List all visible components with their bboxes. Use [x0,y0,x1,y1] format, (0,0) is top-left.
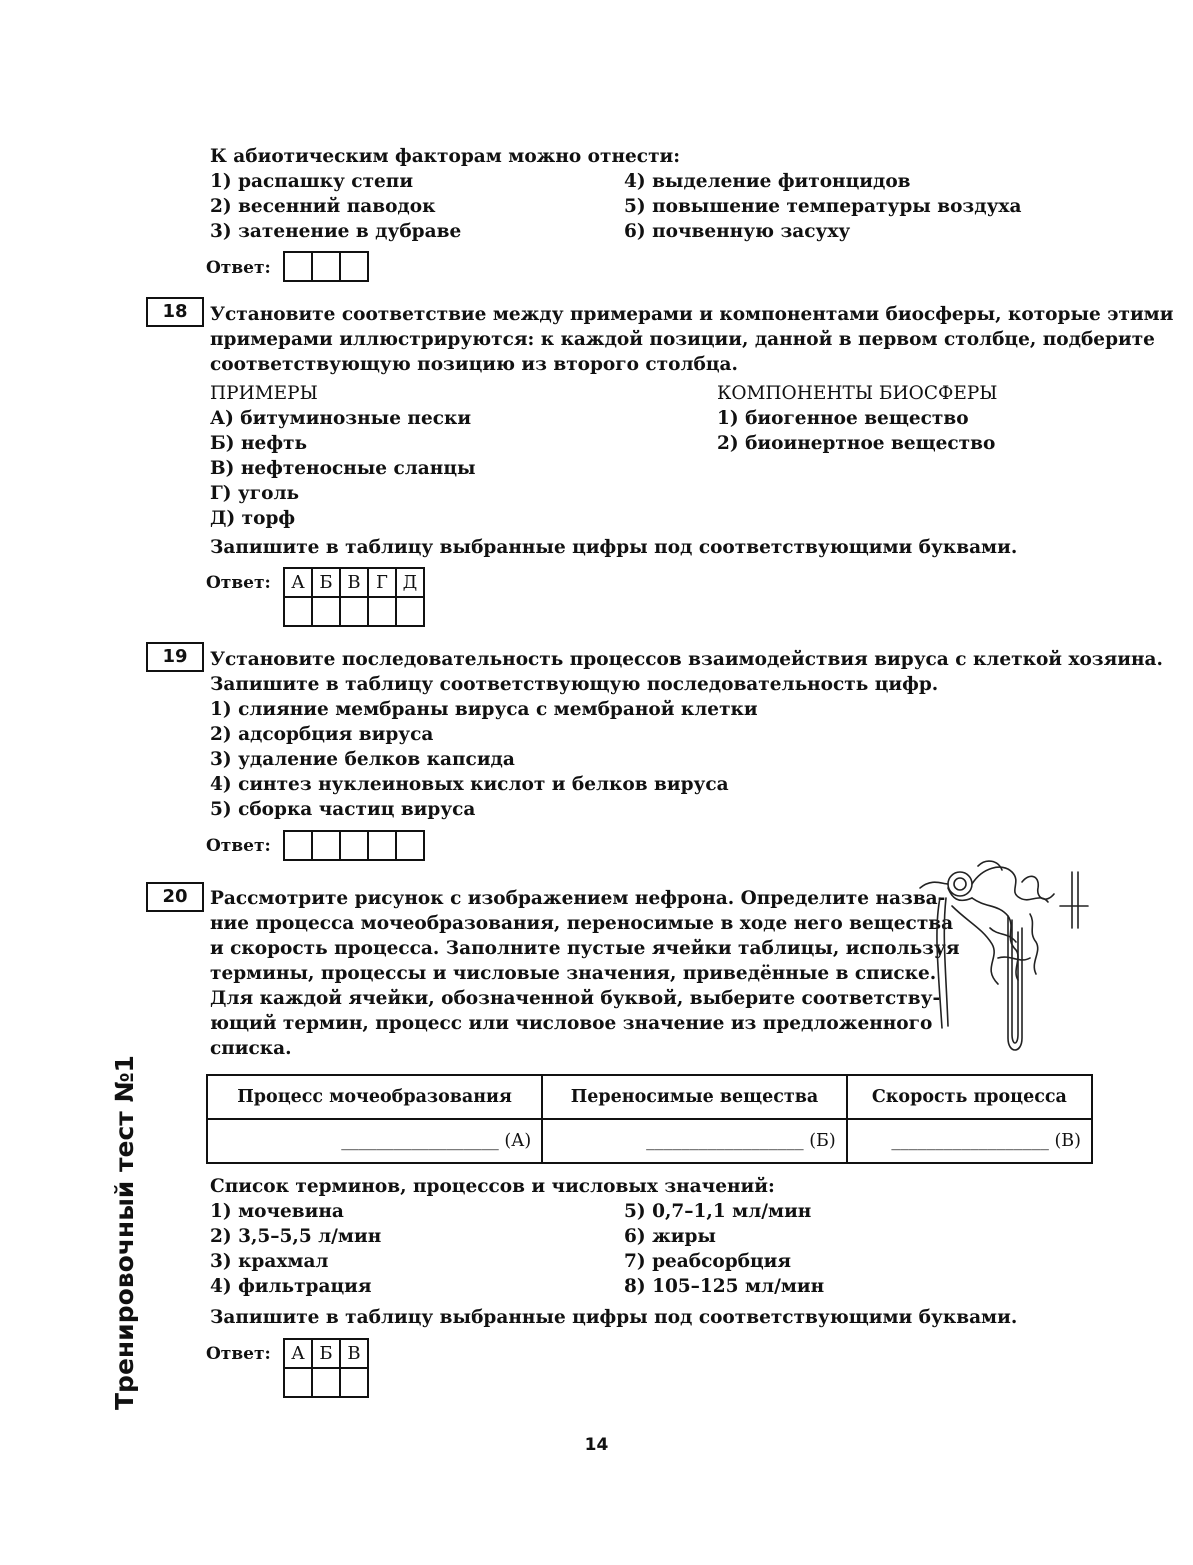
q19-option: 1) слияние мембраны вируса с мембраной клетки [210,699,758,720]
q19-option: 4) синтез нуклеиновых кислот и белков вируса [210,774,729,795]
q20-list-item: 3) крахмал [210,1251,329,1272]
q19-number: 19 [146,642,204,672]
table-header: Процесс мочеобразования [207,1075,542,1119]
q20-number: 20 [146,882,204,912]
page-number: 14 [584,1435,609,1455]
answer-letter: Г [368,568,396,597]
q20-instruction: Запишите в таблицу выбранные цифры под соответствующими буквами. [210,1307,1018,1328]
q18-number: 18 [146,297,204,327]
answer-cell[interactable] [368,831,396,860]
answer-cell[interactable] [396,597,424,626]
answer-letter: Б [312,1339,340,1368]
q20-list-title: Список терминов, процессов и числовых значений: [210,1176,775,1197]
q18-example: Б) нефть [210,433,308,454]
answer-cell[interactable] [340,1368,368,1397]
answer-cell[interactable] [396,831,424,860]
q18-answer-grid [283,567,425,627]
answer-cell[interactable] [368,597,396,626]
q20-list-item: 4) фильтрация [210,1276,372,1297]
q18-text-line: соответствующую позицию из второго столбца. [210,354,738,375]
answer-cell[interactable] [340,831,368,860]
side-title: Тренировочный тест №1 [110,1055,139,1410]
q20-text-line: списка. [210,1038,292,1059]
answer-cell[interactable] [312,1368,340,1397]
q17-option: 1) распашку степи [210,171,414,192]
q20-list-item: 8) 105–125 мл/мин [624,1276,825,1297]
answer-cell[interactable] [312,252,340,281]
q17-intro: К абиотическим факторам можно отнести: [210,146,681,167]
q19-answer-label: Ответ: [206,836,271,856]
q20-answer-label: Ответ: [206,1344,271,1364]
q20-text-line: Рассмотрите рисунок с изображением нефрона. Определите назва- [210,888,946,909]
q18-text-line: Установите соответствие между примерами и компонентами биосферы, которые этими [210,304,1174,325]
q19-line2-bold: цифр [874,674,932,695]
q17-option: 6) почвенную засуху [624,221,851,242]
answer-letter: Д [396,568,424,597]
q20-list-item: 7) реабсорбция [624,1251,792,1272]
q20-process-table [206,1074,1093,1164]
q18-component: 2) биоинертное вещество [717,433,996,454]
q19-text-line [210,672,938,697]
blank-cell-a[interactable]: __________________ (А) [207,1119,542,1163]
q20-text-line: ние процесса мочеобразования, переносимые в ходе него вещества [210,913,954,934]
q20-list-item: 5) 0,7–1,1 мл/мин [624,1201,812,1222]
q20-text-line: и скорость процесса. Заполните пустые ячейки таблицы, используя [210,938,960,959]
q20-list-item: 1) мочевина [210,1201,344,1222]
answer-letter: А [284,1339,312,1368]
answer-cell[interactable] [312,831,340,860]
answer-letter: В [340,1339,368,1368]
q18-text-line: примерами иллюстрируются: к каждой позиции, данной в первом столбце, подберите [210,329,1155,350]
q20-text-line: Для каждой ячейки, обозначенной буквой, выберите соответству- [210,988,941,1009]
q18-example: Г) уголь [210,483,300,504]
answer-letter: А [284,568,312,597]
q20-answer-grid [283,1338,369,1398]
q18-example: А) битуминозные пески [210,408,472,429]
q18-right-header: КОМПОНЕНТЫ БИОСФЕРЫ [717,383,998,404]
q19-answer-grid [283,830,425,861]
table-header: Скорость процесса [847,1075,1092,1119]
q17-option: 2) весенний паводок [210,196,436,217]
q17-answer-grid [283,251,369,282]
blank-cell-b[interactable]: __________________ (Б) [542,1119,846,1163]
q20-list-item: 2) 3,5–5,5 л/мин [210,1226,382,1247]
answer-cell[interactable] [340,252,368,281]
q18-example: В) нефтеносные сланцы [210,458,476,479]
nephron-illustration [912,858,1094,1058]
q17-answer-label: Ответ: [206,258,271,278]
q20-text-line: термины, процессы и числовые значения, приведённые в списке. [210,963,937,984]
answer-letter: В [340,568,368,597]
q19-line2-suffix: . [931,674,939,695]
answer-cell[interactable] [340,597,368,626]
q19-option: 3) удаление белков капсида [210,749,515,770]
table-header: Переносимые вещества [542,1075,846,1119]
q20-list-item: 6) жиры [624,1226,716,1247]
q17-option: 3) затенение в дубраве [210,221,462,242]
answer-cell[interactable] [284,252,312,281]
answer-cell[interactable] [284,831,312,860]
q19-option: 5) сборка частиц вируса [210,799,476,820]
q17-option: 5) повышение температуры воздуха [624,196,1022,217]
q19-option: 2) адсорбция вируса [210,724,434,745]
q18-example: Д) торф [210,508,296,529]
q18-answer-label: Ответ: [206,573,271,593]
answer-cell[interactable] [284,597,312,626]
q18-instruction: Запишите в таблицу выбранные цифры под соответствующими буквами. [210,537,1018,558]
answer-cell[interactable] [312,597,340,626]
blank-cell-v[interactable]: __________________ (В) [847,1119,1092,1163]
answer-cell[interactable] [284,1368,312,1397]
answer-letter: Б [312,568,340,597]
q18-component: 1) биогенное вещество [717,408,969,429]
q19-text-line: Установите последовательность процессов взаимодействия вируса с клеткой хозяина. [210,649,1163,670]
q19-line2-prefix: Запишите в таблицу соответствующую последовательность [210,674,875,695]
q17-option: 4) выделение фитонцидов [624,171,911,192]
q20-text-line: ющий термин, процесс или числовое значение из предложенного [210,1013,933,1034]
q18-left-header: ПРИМЕРЫ [210,383,318,404]
